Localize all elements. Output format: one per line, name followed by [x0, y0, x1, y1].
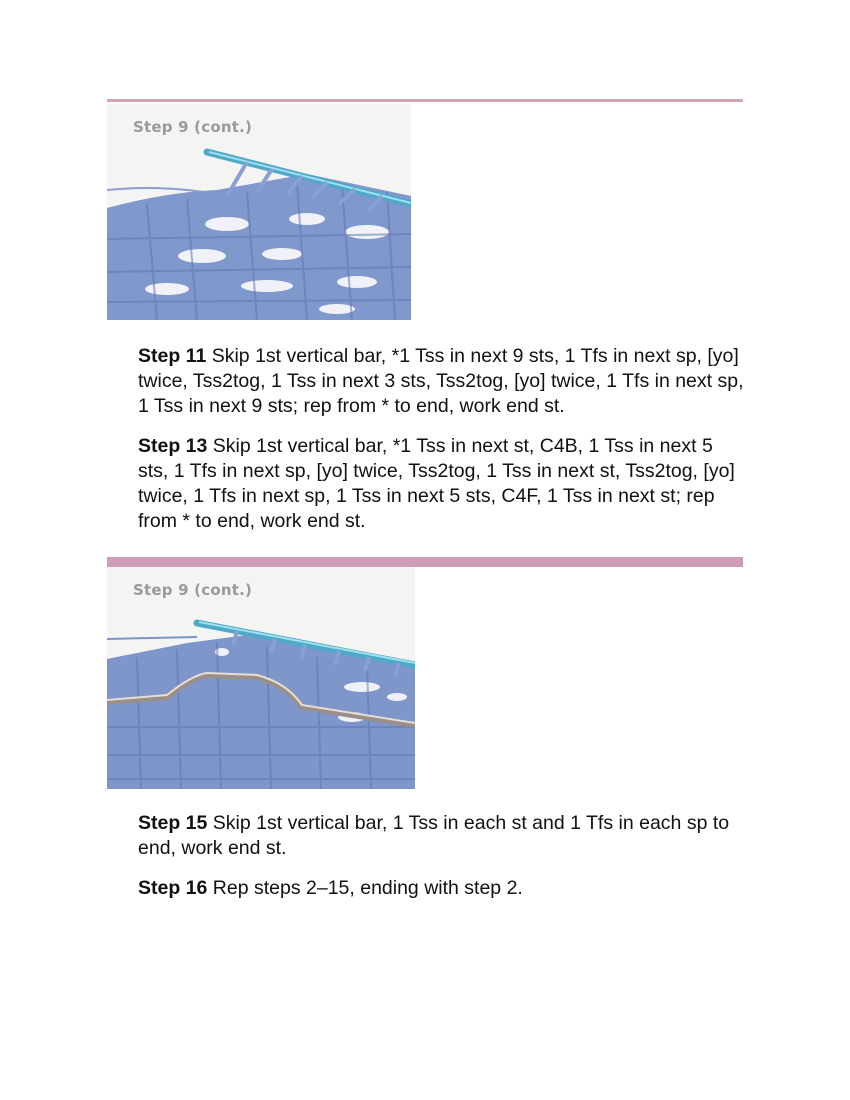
instructions-block-2	[138, 811, 748, 916]
step-paragraph	[138, 344, 748, 419]
figure-caption: Step 9 (cont.)	[133, 581, 253, 599]
instructions-block-1	[138, 344, 748, 549]
figure-step-9-photo-2	[107, 567, 415, 789]
crochet-swatch-cable-image	[107, 567, 415, 789]
step-paragraph	[138, 434, 748, 534]
step-text: Skip 1st vertical bar, 1 Tss in each st and 1 Tfs in each sp to end, work end st.	[138, 812, 730, 859]
figure-caption: Step 9 (cont.)	[133, 118, 253, 136]
step-label: Step 16	[138, 877, 208, 899]
crochet-swatch-image	[107, 104, 411, 320]
figure-step-9-photo-1	[107, 104, 411, 320]
step-text: Skip 1st vertical bar, *1 Tss in next st, C4B, 1 Tss in next 5 sts, 1 Tfs in next sp, [yo] twice, Tss2tog, 1 Tss in next st, Tss2tog, [yo] twice, 1 Tfs in next sp, 1 Tss in next 5 sts, C4F, 1 Tss in next st; rep from * to end, work end st.	[138, 435, 735, 532]
step-label: Step 13	[138, 435, 208, 457]
step-text: Rep steps 2–15, ending with step 2.	[207, 877, 523, 899]
step-label: Step 11	[138, 345, 207, 367]
step-label: Step 15	[138, 812, 208, 834]
step-text: Skip 1st vertical bar, *1 Tss in next 9 sts, 1 Tfs in next sp, [yo] twice, Tss2tog, 1 Tss in next 3 sts, Tss2tog, [yo] twice, 1 Tfs in next sp, 1 Tss in next 9 sts; rep from * to end, work end st.	[138, 345, 744, 417]
section-divider-top	[107, 99, 743, 102]
step-paragraph	[138, 811, 748, 861]
section-divider-middle	[107, 557, 743, 567]
step-paragraph	[138, 876, 748, 901]
